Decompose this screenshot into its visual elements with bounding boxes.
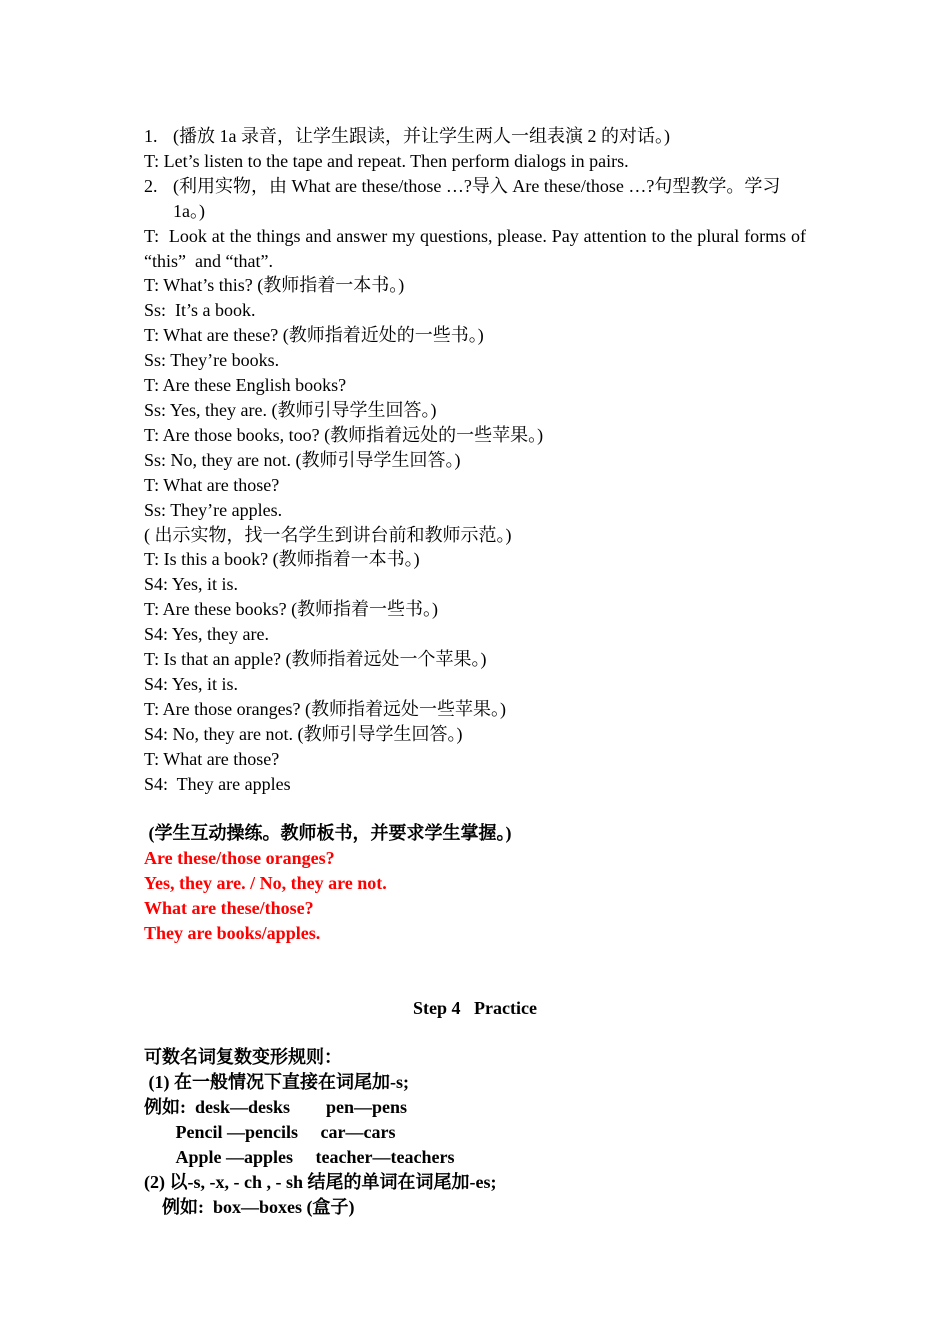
dialog-line: S4: They are apples [144,773,291,794]
dialog-line: Ss: It’s a book. [144,300,256,321]
dialog-line: S4: Yes, it is. [144,574,239,595]
step-text: (播放 1a 录音，让学生跟读，并让学生两人一组表演 2 的对话。) [173,126,670,146]
dialog-line: S4: Yes, they are. [144,624,269,645]
dialog-line: S4: Yes, it is. [144,673,239,694]
dialog-line: S4: No, they are not. (教师引导学生回答。) [144,723,463,744]
numbered-step-2 [144,174,806,224]
rules-title: 可数名词复数变形规则： [144,1047,342,1068]
dialog-line: Ss: They’re books. [144,350,280,371]
spacer [144,946,806,971]
board-line: Are these/those oranges? [144,848,335,869]
board-note: (学生互动操练。教师板书，并要求学生掌握。) [144,823,512,844]
rule-example: 例如: desk—desks pen—pens [144,1097,408,1118]
dialog-line: T: Is that an apple? (教师指着远处一个苹果。) [144,649,487,670]
dialog-line: Ss: No, they are not. (教师引导学生回答。) [144,449,461,470]
dialog-line: Ss: Yes, they are. (教师引导学生回答。) [144,399,437,420]
dialog-line: T: Are those books, too? (教师指着远处的一些苹果。) [144,424,544,445]
dialog-line: Ss: They’re apples. [144,499,283,520]
teacher-instruction: T: Look at the things and answer my questions, please. Pay attention to the plural forms of “this” and “that”. [144,225,820,271]
dialog-line: T: What’s this? (教师指着一本书。) [144,275,405,296]
board-line: They are books/apples. [144,922,321,943]
rule-example: Pencil —pencils car—cars [144,1122,396,1143]
rule-2: (2) 以-s, -x, - ch , - sh 结尾的单词在词尾加-es; [144,1172,497,1192]
numbered-step-1 [144,124,806,149]
board-line: What are these/those? [144,898,314,919]
dialog-line: T: What are those? [144,748,280,769]
step-number: 2. [144,175,158,196]
step-number: 1. [144,126,158,146]
step-text: (利用实物，由 What are these/those …?导入 Are these/those …?句型教学。学习 1a。) [173,175,785,221]
step-heading: Step 4 Practice [413,997,537,1018]
rule-1: (1) 在一般情况下直接在词尾加-s; [144,1072,409,1093]
document-page [144,124,820,1220]
dialog-line: T: Are these English books? [144,375,347,396]
dialog-line: ( 出示实物，找一名学生到讲台前和教师示范。) [144,524,512,545]
rule-example: Apple —apples teacher—teachers [144,1147,455,1168]
spacer [144,796,806,821]
dialog-line: T: Are those oranges? (教师指着远处一些苹果。) [144,698,507,719]
dialog-line: T: Is this a book? (教师指着一本书。) [144,549,420,570]
dialog-line: T: What are these? (教师指着近处的一些书。) [144,325,484,346]
spacer [144,971,806,996]
instruction-line: T: Let’s listen to the tape and repeat. Then perform dialogs in pairs. [144,150,629,171]
board-line: Yes, they are. / No, they are not. [144,873,387,894]
dialog-line: T: Are these books? (教师指着一些书。) [144,599,439,620]
dialog-line: T: What are those? [144,474,280,495]
spacer [144,1021,806,1046]
rule-example: 例如: box—boxes (盒子) [144,1196,355,1217]
